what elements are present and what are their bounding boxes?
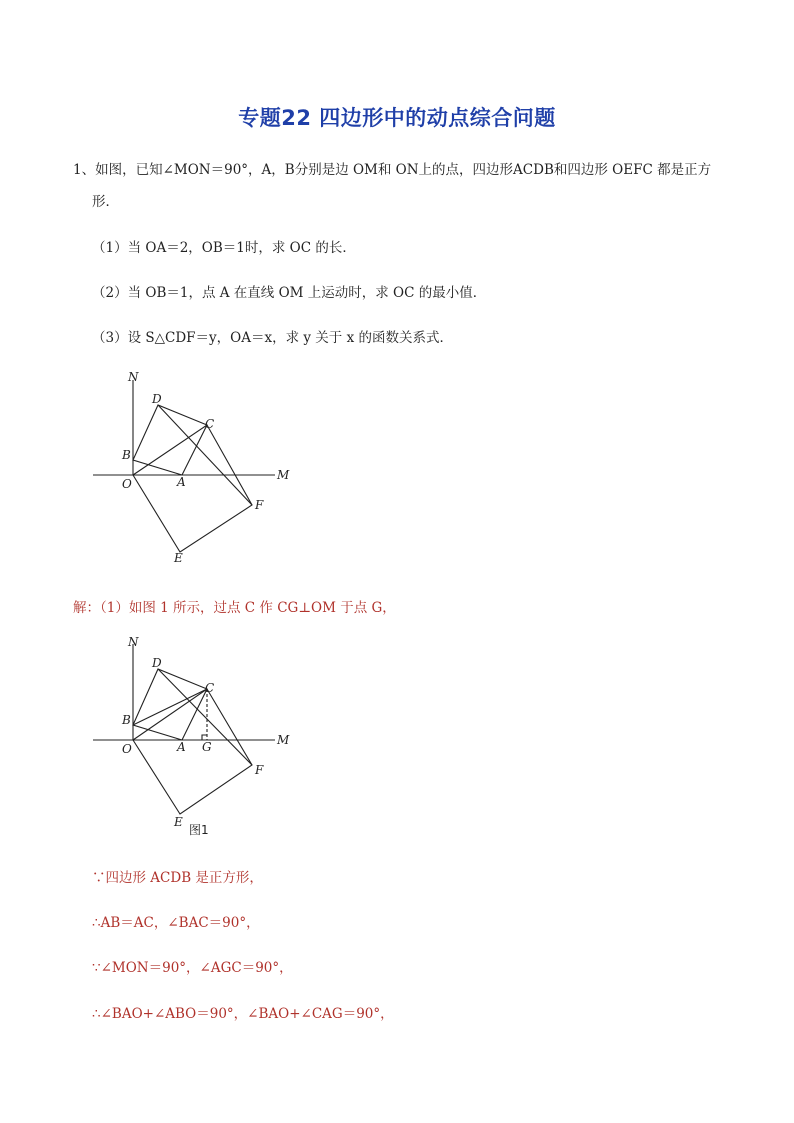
label-d: D [152,656,162,670]
label-b: B [122,448,131,462]
figure-caption: 图1 [189,823,209,837]
label-n: N [128,635,139,649]
geometry-figure-1 [85,632,305,842]
question-3: （3）设 S△CDF＝y，OA＝x，求 y 关于 x 的函数关系式． [92,330,453,346]
page-title: 专题22 四边形中的动点综合问题 [238,106,556,130]
label-e: E [174,815,183,829]
solution-step-1: ∵四边形 ACDB 是正方形， [92,870,263,886]
label-e: E [174,551,183,565]
question-2: （2）当 OB＝1，点 A 在直线 OM 上运动时，求 OC 的最小值． [92,285,487,301]
problem-statement-line2: 形． [92,194,119,210]
square-oefc [133,689,252,814]
solution-intro: 解：（1）如图 1 所示，过点 C 作 CG⊥OM 于点 G， [73,600,396,616]
square-oefc [133,425,252,552]
geometry-figure-problem [85,365,305,570]
label-g: G [202,740,212,754]
label-d: D [152,392,162,406]
solution-step-4: ∴∠BAO+∠ABO＝90°，∠BAO+∠CAG＝90°， [92,1006,394,1022]
label-b: B [122,713,131,727]
problem-statement-line1: 1、如图，已知∠MON＝90°，A，B分别是边 OM和 ON上的点，四边形ACDB和四边形 OEFC 都是正方 [73,162,712,178]
square-acdb [133,669,207,740]
label-m: M [277,468,290,482]
solution-step-3: ∵∠MON＝90°，∠AGC＝90°， [92,960,293,976]
square-acdb [133,405,207,475]
label-f: F [255,763,264,777]
label-m: M [277,733,290,747]
question-1: （1）当 OA＝2，OB＝1时，求 OC 的长． [92,240,356,256]
label-n: N [128,370,139,384]
label-a: A [177,475,186,489]
label-o: O [122,742,132,756]
label-c: C [205,681,215,695]
label-a: A [177,740,186,754]
label-f: F [255,498,264,512]
solution-step-2: ∴AB＝AC，∠BAC＝90°， [92,915,260,931]
label-c: C [205,417,215,431]
label-o: O [122,477,132,491]
